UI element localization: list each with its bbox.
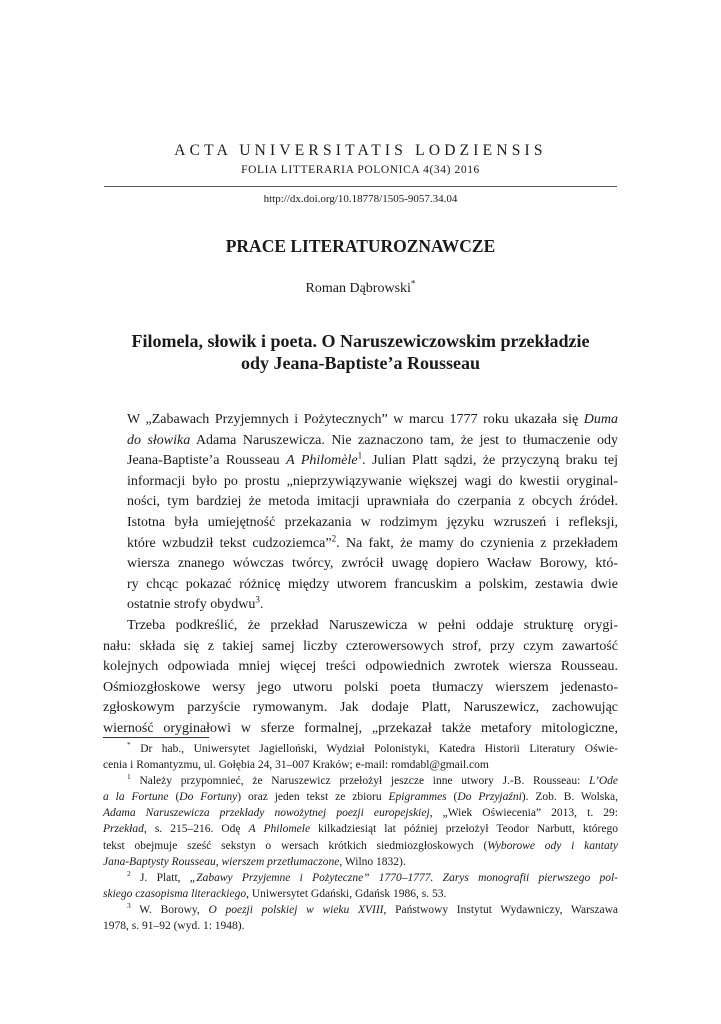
title-italic: Adama Naruszewicza przekłady nowożytnej poezji europejskiej — [103, 807, 430, 820]
text-run: , Państwowy Instytut Wydawniczy, Warszawa — [383, 903, 618, 916]
text-run: , Uniwersytet Gdański, Gdańsk 1986, s. 53. — [246, 887, 447, 900]
text-run: W. Borowy, — [130, 903, 209, 916]
body-line: zgłoskowym parzyście rymowanym. Jak dodaje Platt, Naruszewicz, zachowując — [103, 700, 618, 716]
body-line: ry chcąc pokazać różnicę między utworem francuskim a polskim, zestawia dwie — [127, 576, 618, 592]
footnote-mark: * — [127, 740, 131, 750]
text-run: ostatnie strofy obydwu — [127, 597, 256, 613]
author-name: Roman Dąbrowski — [305, 281, 411, 296]
body-line: informacji było po prostu „nieprzywiązywanie większej wagi do kwestii oryginal- — [127, 473, 618, 489]
title-italic: Epigrammes — [388, 791, 447, 804]
footnote-line — [103, 821, 618, 837]
journal-name: ACTA UNIVERSITATIS LODZIENSIS — [174, 142, 547, 159]
footnotes — [103, 741, 618, 934]
text-run: Należy przypomnieć, że Naruszewicz przełożył jeszcze inne utwory J.-B. Rousseau: — [130, 775, 590, 788]
footnote-ref-2[interactable]: 2 — [331, 532, 337, 543]
title-italic: a la Fortune — [103, 791, 169, 804]
article-title — [90, 330, 631, 374]
text-run: J. Platt, — [130, 871, 190, 884]
body-line: wiersza znanego wówczas twórcy, zwrócił uwagę dopiero Wacław Borowy, któ- — [127, 556, 618, 572]
title-italic: A Philomèle — [286, 453, 358, 469]
title-italic: do słowika — [127, 432, 191, 448]
footnote-author — [103, 741, 618, 773]
text-run: kilkadziesiąt lat później przełożył Teodor Narbutt, którego — [310, 823, 618, 836]
text-run: , s. 215–216. Odę — [143, 823, 249, 836]
footnote-line — [103, 902, 618, 918]
section-heading: PRACE LITERATUROZNAWCZE — [225, 236, 496, 256]
title-italic: Przekład — [103, 823, 144, 836]
author-footnote-mark[interactable]: * — [410, 278, 416, 289]
footnote-mark: 3 — [127, 901, 131, 911]
footnote-divider — [103, 737, 209, 738]
body-line: wierność oryginałowi w sferze formalnej, „przekazał także metafory mitologiczne, — [103, 720, 618, 736]
footnote-ref-1[interactable]: 1 — [357, 450, 363, 461]
text-run: Adama Naruszewicza. Nie zaznaczono tam, że jest to tłumaczenie ody — [190, 432, 618, 448]
doi-link[interactable]: http://dx.doi.org/10.18778/1505-9057.34.04 — [263, 193, 458, 205]
title-italic: Do Fortuny — [179, 791, 238, 804]
body-line — [103, 451, 618, 472]
footnote-line — [103, 789, 618, 805]
footnote-line — [103, 773, 618, 789]
text-run: Dr hab., Uniwersytet Jagielloński, Wydział Polonistyki, Katedra Historii Literatury Oświe- — [130, 743, 618, 755]
paragraph-2 — [103, 616, 618, 740]
footnote-line — [103, 854, 618, 870]
title-italic: „Zabawy Przyjemne i Pożyteczne” 1770–1777. Zarys monografii pierwszego pol- — [189, 871, 619, 884]
footnote-mark: 1 — [127, 772, 131, 782]
text-run: . Na fakt, że mamy do czynienia z przekładem — [336, 535, 618, 551]
text-run: ) oraz jeden tekst ze zbioru — [237, 791, 389, 804]
footnote-line: 1978, s. 91–92 (wyd. 1: 1948). — [103, 920, 245, 933]
footnote-line: cenia i Romantyzmu, ul. Gołębia 24, 31–007 Kraków; e-mail: romdabl@gmail.com — [103, 759, 489, 772]
footnote-line — [103, 838, 618, 854]
title-italic: skiego czasopisma literackiego — [103, 887, 247, 900]
footnote-2 — [103, 870, 618, 902]
text-run: W „Zabawach Przyjemnych i Pożytecznych” w marcu 1777 roku ukazała się — [127, 412, 584, 427]
journal-series: FOLIA LITTERARIA POLONICA 4(34) 2016 — [241, 164, 480, 176]
text-run: . Julian Platt sądzi, że przyczyną braku tej — [362, 453, 618, 469]
text-run: Jeana-Baptiste’a Rousseau — [127, 453, 287, 469]
title-italic: Wyborowe ody i kantaty — [487, 839, 618, 852]
title-italic: Do Przyjaźni — [457, 791, 522, 804]
footnote-ref-3[interactable]: 3 — [255, 594, 260, 605]
body-line: nału: składa się z takiej samej liczby czterowersowych strof, przy czym zawartość — [103, 638, 618, 654]
title-line-2: ody Jeana-Baptiste’a Rousseau — [240, 353, 481, 373]
author-line — [0, 278, 721, 297]
title-italic: A Philomele — [248, 823, 311, 836]
body-line — [103, 431, 618, 452]
footnote-line — [103, 886, 618, 902]
footnote-mark: 2 — [127, 868, 131, 878]
footnote-line — [103, 870, 618, 886]
footnote-1 — [103, 773, 618, 870]
body-line: Istotna była umiejętność przekazania w rodzimym języku wzruszeń i refleksji, — [127, 514, 618, 530]
text-run: ( — [446, 791, 458, 804]
body-line: ności, tym bardziej że metoda imitacji uprawniała do czerpania z obcych źródeł. — [127, 494, 618, 510]
title-line-1: Filomela, słowik i poeta. O Naruszewiczowskim przekładzie — [131, 331, 590, 351]
text-run: ( — [168, 791, 180, 804]
body-line — [103, 595, 618, 616]
footnote-line — [103, 741, 618, 757]
title-italic: Jana-Baptysty Rousseau, wierszem przetłumaczone — [103, 855, 340, 868]
article-body — [103, 410, 618, 740]
text-run: ). Zob. B. Wolska, — [521, 791, 619, 804]
text-run: , „Wiek Oświecenia” 2013, t. 29: — [429, 807, 618, 820]
text-run: które wzbudził tekst cudzoziemca” — [127, 535, 332, 551]
title-italic: Duma — [583, 412, 618, 427]
body-line: Trzeba podkreślić, że przekład Naruszewicza w pełni oddaje strukturę orygi- — [127, 617, 618, 633]
title-italic: O poezji polskiej w wieku XVIII — [208, 903, 384, 916]
title-italic: L’Ode — [589, 775, 618, 788]
footnote-3 — [103, 902, 618, 934]
body-line — [103, 410, 618, 431]
text-run: . — [259, 597, 264, 613]
footnote-line — [103, 805, 618, 821]
body-line: kolejnych odpowiada mniej więcej treści odpowiednich zwrotek wiersza Rousseau. — [103, 659, 618, 675]
body-line: Ośmiozgłoskowe wersy jego utworu polski poeta tłumaczy wierszem jedenasto- — [103, 679, 618, 695]
paragraph-1 — [103, 410, 618, 616]
body-line — [103, 534, 618, 555]
text-run: tekst obejmuje sześć sekstyn o wersach krótkich siedmiozgłoskowych ( — [103, 839, 488, 852]
text-run: , Wilno 1832). — [339, 855, 406, 868]
header-divider — [104, 186, 617, 187]
